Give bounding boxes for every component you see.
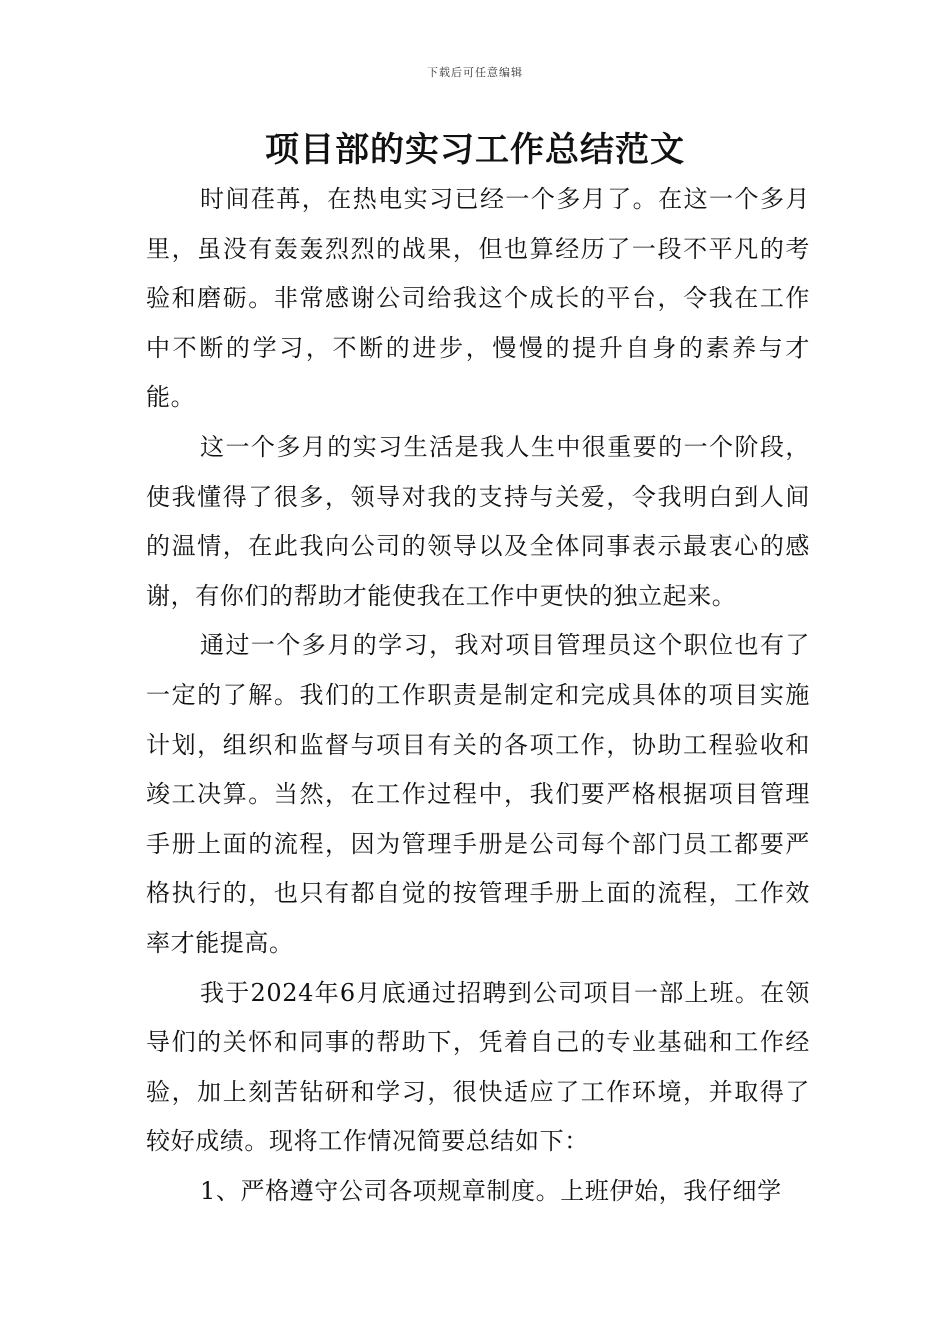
- document-body: [146, 175, 810, 1216]
- page-header: 下载后可任意编辑: [427, 66, 523, 79]
- paragraph-3: 通过一个多月的学习，我对项目管理员这个职位也有了一定的了解。我们的工作职责是制定和完成具体的项目实施计划，组织和监督与项目有关的各项工作，协助工程验收和竣工决算。当然，在工作过程中，我们要严格根据项目管理手册上面的流程，因为管理手册是公司每个部门员工都要严格执行的，也只有都自觉的按管理手册上面的流程，工作效率才能提高。: [146, 631, 810, 957]
- document-title: 项目部的实习工作总结范文: [265, 130, 685, 170]
- paragraph-1: 时间荏苒，在热电实习已经一个多月了。在这一个多月里，虽没有轰轰烈烈的战果，但也算经历了一段不平凡的考验和磨砺。非常感谢公司给我这个成长的平台，令我在工作中不断的学习，不断的进步，慢慢的提升自身的素养与才能。: [146, 185, 810, 412]
- paragraph-5: 1、严格遵守公司各项规章制度。上班伊始，我仔细学: [200, 1176, 782, 1205]
- paragraph-2: 这一个多月的实习生活是我人生中很重要的一个阶段，使我懂得了很多，领导对我的支持与关爱，令我明白到人间的温情，在此我向公司的领导以及全体同事表示最衷心的感谢，有你们的帮助才能使我在工作中更快的独立起来。: [146, 432, 810, 610]
- paragraph-4: 我于2024年6月底通过招聘到公司项目一部上班。在领导们的关怀和同事的帮助下，凭着自己的专业基础和工作经验，加上刻苦钻研和学习，很快适应了工作环境，并取得了较好成绩。现将工作情况简要总结如下：: [146, 978, 810, 1156]
